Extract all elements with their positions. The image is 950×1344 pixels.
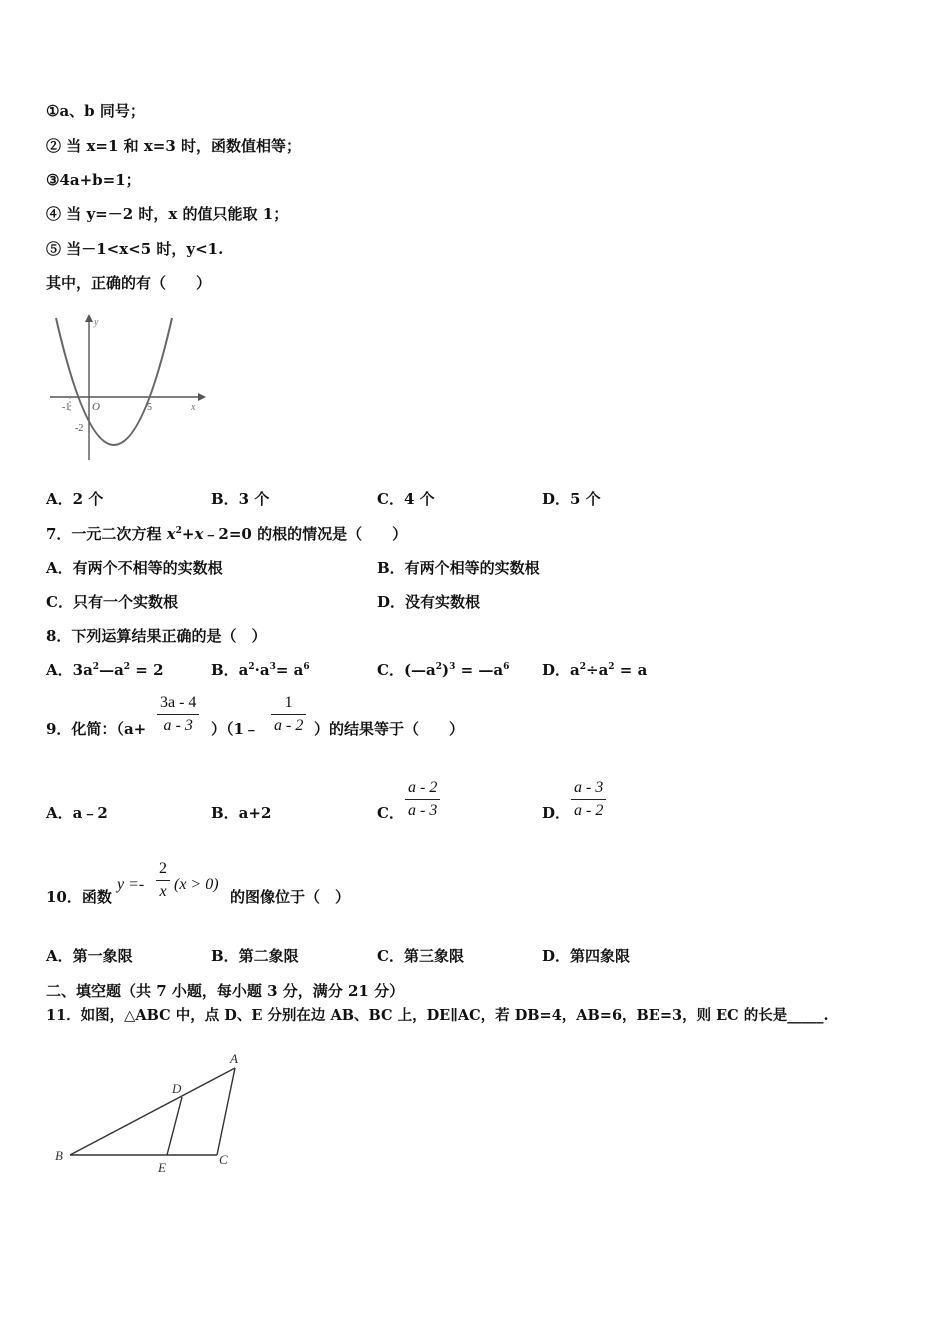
statement-3: ③4a+b=1；: [46, 171, 141, 189]
q10-option-c[interactable]: C．第三象限: [377, 947, 464, 965]
q8-option-c[interactable]: C．$(—a^2)^3$ = $—a^6$: [377, 661, 510, 679]
statement-1: ①a、b 同号；: [46, 102, 145, 120]
q8-option-a[interactable]: A．$3a^2—a^2 = 2$: [46, 661, 164, 679]
q10-option-b[interactable]: B．第二象限: [211, 947, 299, 965]
q8-option-d[interactable]: D．$a^2\div a^2 = a$: [542, 661, 648, 679]
q9-option-c-fraction[interactable]: $\frac{a - 2}{a - 3}$: [405, 779, 440, 820]
q7-option-a[interactable]: A．有两个不相等的实数根: [46, 559, 223, 577]
q7-option-b[interactable]: B．有两个相等的实数根: [377, 559, 540, 577]
graph-label-origin: O: [92, 401, 100, 413]
q10-suffix: 的图像位于（ ）: [230, 888, 351, 906]
segment-ba: [70, 1068, 235, 1155]
segment-de: [167, 1097, 182, 1155]
triangle-figure: [50, 1048, 250, 1178]
q10-option-a[interactable]: A．第一象限: [46, 947, 133, 965]
q6-option-d[interactable]: D．5 个: [542, 490, 601, 508]
parabola-graph: [46, 312, 206, 468]
q7-option-d[interactable]: D．没有实数根: [377, 593, 481, 611]
q7-prompt: 7．一元二次方程 $x^2+x﹣2=0$ 的根的情况是（ ）: [46, 525, 408, 543]
q10-option-d[interactable]: D．第四象限: [542, 947, 631, 965]
q10-prefix: 10．函数: [46, 888, 112, 906]
vertex-c-label: C: [219, 1152, 228, 1167]
q9-fraction-2: $\frac{1}{a - 2}$: [271, 694, 306, 735]
q6-option-b[interactable]: B．3 个: [211, 490, 270, 508]
vertex-a-label: A: [230, 1051, 238, 1066]
segment-ac: [217, 1068, 235, 1155]
q6-option-a[interactable]: A．2 个: [46, 490, 104, 508]
q9-option-a[interactable]: A．a﹣2: [46, 804, 108, 822]
q9-mid: ）（1﹣: [211, 720, 259, 738]
point-d-label: D: [172, 1081, 182, 1096]
q8-prompt: 8．下列运算结果正确的是（ ）: [46, 627, 267, 645]
q11-prompt: 11．如图，△ABC 中，点 D、E 分别在边 AB、BC 上，DE∥AC，若 DB=4，AB=6，BE=3，则 EC 的长是_____.: [46, 1007, 829, 1024]
q10-condition: (x > 0): [174, 876, 219, 893]
q9-option-d-label[interactable]: D．: [542, 804, 571, 822]
q9-fraction-1: $\frac{3a - 4}{a - 3}$: [157, 694, 199, 735]
section-2-heading: 二、填空题（共 7 小题，每小题 3 分，满分 21 分）: [46, 982, 405, 1000]
statement-5: ⑤ 当－1<x<5 时，y<1.: [46, 240, 224, 258]
graph-label-neg1: -1: [62, 402, 71, 413]
statement-2: ② 当 x=1 和 x=3 时，函数值相等；: [46, 137, 302, 155]
q6-option-c[interactable]: C．4 个: [377, 490, 435, 508]
statement-4: ④ 当 y=－2 时，x 的值只能取 1；: [46, 205, 289, 223]
q10-eq-left: y =-: [117, 876, 145, 893]
q8-option-b[interactable]: B．$a^2\cdot a^3= a^6$: [211, 661, 310, 679]
graph-label-neg2: -2: [75, 423, 84, 434]
q10-fraction: $\frac{2}{x}$: [156, 860, 170, 901]
graph-label-5: 5: [147, 402, 152, 413]
q9-prefix: 9．化简：（a+: [46, 720, 147, 738]
q6-prompt: 其中，正确的有（ ）: [46, 274, 212, 292]
q9-option-d-fraction[interactable]: $\frac{a - 3}{a - 2}$: [571, 779, 606, 820]
point-e-label: E: [158, 1160, 166, 1175]
q9-option-c-label[interactable]: C．: [377, 804, 404, 822]
q9-suffix: ）的结果等于（ ）: [314, 720, 465, 738]
graph-label-y: y: [94, 317, 99, 328]
vertex-b-label: B: [55, 1148, 63, 1163]
q9-option-b[interactable]: B．a+2: [211, 804, 272, 822]
graph-label-x: x: [191, 402, 196, 413]
q7-option-c[interactable]: C．只有一个实数根: [46, 593, 178, 611]
